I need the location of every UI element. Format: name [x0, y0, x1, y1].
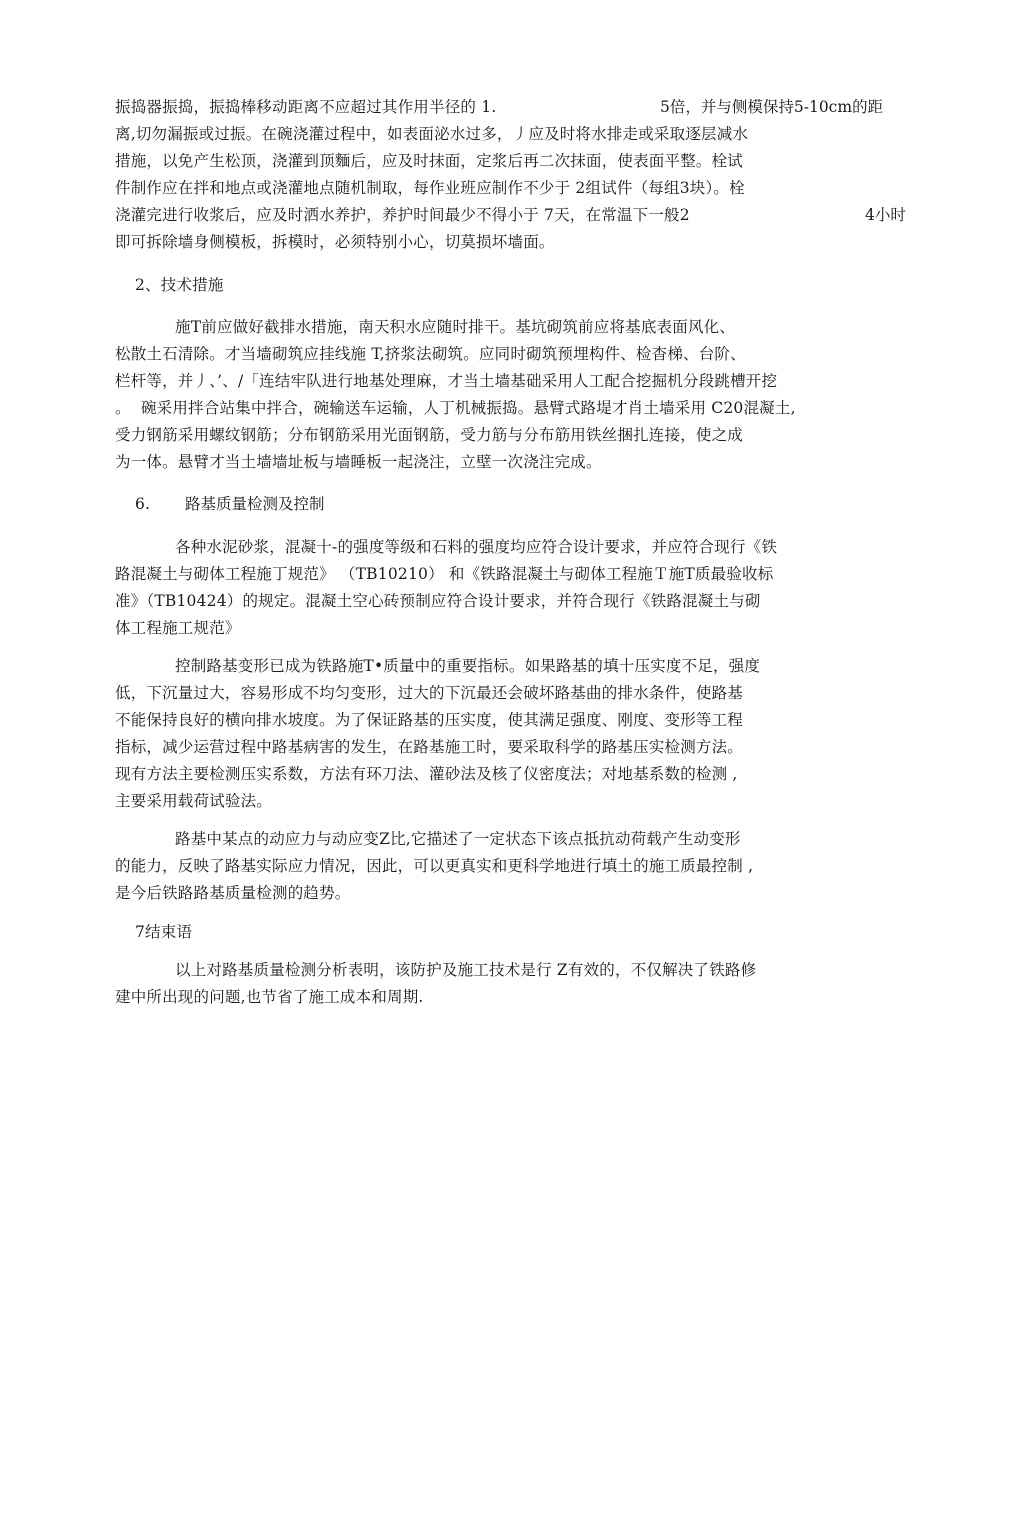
text-line: 为一体。悬臂才当土墙墙址板与墙睡板一起浇注，立壁一次浇注完成。	[115, 453, 602, 471]
text-line: 低，下沉量过大，容易形成不均匀变形，过大的下沉最还会破坏路基曲的排水条件，使路基	[115, 684, 744, 702]
text-line: 施T前应做好截排水措施，南天积水应随时排干。基坑砌筑前应将基底表面风化、	[175, 318, 736, 336]
text-line: 体工程施工规范》	[115, 619, 241, 637]
text-line: 。 碗采用拌合站集中拌合，碗输送车运输，人丁机械振捣。悬臂式路堤才肖土墙采用 C20混凝土,	[115, 399, 796, 417]
text-line: 件制作应在拌和地点或浇灌地点随机制取，每作业班应制作不少于 2组试件（每组3块）。栓	[115, 179, 745, 197]
text-line: 5倍，并与侧模保持5-10cm的距	[660, 98, 884, 116]
text-line: 以上对路基质量检测分析表明，该防护及施工技术是行 Z有效的，不仅解决了铁路修	[175, 961, 757, 979]
text-line: 振捣器振捣，振捣棒移动距离不应超过其作用半径的 1.	[115, 98, 497, 116]
text-line: 的能力，反映了路基实际应力情况，因此，可以更真实和更科学地进行填土的施工质最控制 ,	[115, 857, 754, 875]
text-line: 路基中某点的动应力与动应变Z比,它描述了一定状态下该点抵抗动荷载产生动变形	[175, 830, 741, 848]
text-line: 受力钢筋采用螺纹钢筋；分布钢筋采用光面钢筋，受力筋与分布筋用铁丝捆扎连接，使之成	[115, 426, 744, 444]
text-line: 是今后铁路路基质量检测的趋势。	[115, 884, 351, 902]
section-heading: 路基质量检测及控制	[185, 495, 325, 513]
text-line: 指标，减少运营过程中路基病害的发生，在路基施工时，要采取科学的路基压实检测方法。	[115, 738, 744, 756]
text-line: 浇灌完进行收浆后，应及时洒水养护，养护时间最少不得小于 7天，在常温下一般2	[115, 206, 690, 224]
text-line: 即可拆除墙身侧模板，拆模时，必须特别小心，切莫损坏墙面。	[115, 233, 555, 251]
text-line: 4小时	[865, 206, 906, 224]
text-line: 松散土石清除。才当墙砌筑应挂线施 T,挤浆法砌筑。应同时砌筑预埋构件、检杳梯、台阶、	[115, 345, 746, 363]
text-line: 主要采用载荷试验法。	[115, 792, 273, 810]
section-heading: 7结束语	[135, 923, 193, 941]
text-line: 现有方法主要检测压实系数，方法有环刀法、灌砂法及核了仪密度法；对地基系数的检测 ,	[115, 765, 738, 783]
text-line: 建中所出现的问题,也节省了施工成本和周期.	[115, 988, 424, 1006]
text-line: 措施，以免产生松顶，浇灌到顶麵后，应及时抹面，定浆后再二次抹面，使表面平整。栓试	[115, 152, 744, 170]
text-line: 不能保持良好的横向排水坡度。为了保证路基的压实度，使其满足强度、刚度、变形等工程	[115, 711, 744, 729]
section-heading: 2、技术措施	[135, 276, 224, 294]
text-line: 路混凝土与砌体工程施丁规范》 （TB10210） 和《铁路混凝土与砌体工程施Ｔ施T质最验收标	[115, 565, 774, 583]
text-line: 准》（TB10424）的规定。混凝土空心砖预制应符合设计要求，并符合现行《铁路混凝土与砌	[115, 592, 761, 610]
section-number: 6.	[135, 495, 151, 513]
text-line: 离,切勿漏振或过振。在碗浇灌过程中，如表面泌水过多，丿应及时将水排走或采取逐层减水	[115, 125, 749, 143]
text-line: 控制路基变形已成为铁路施T•质量中的重要指标。如果路基的填十压实度不足，强度	[175, 657, 761, 675]
text-line: 各种水泥砂浆，混凝十-的强度等级和石料的强度均应符合设计要求，并应符合现行《铁	[175, 538, 778, 556]
text-line: 栏杆等，并丿、’、/「连结牢队进行地基处理麻，才当土墙基础采用人工配合挖掘机分段跳槽开挖	[115, 372, 778, 390]
